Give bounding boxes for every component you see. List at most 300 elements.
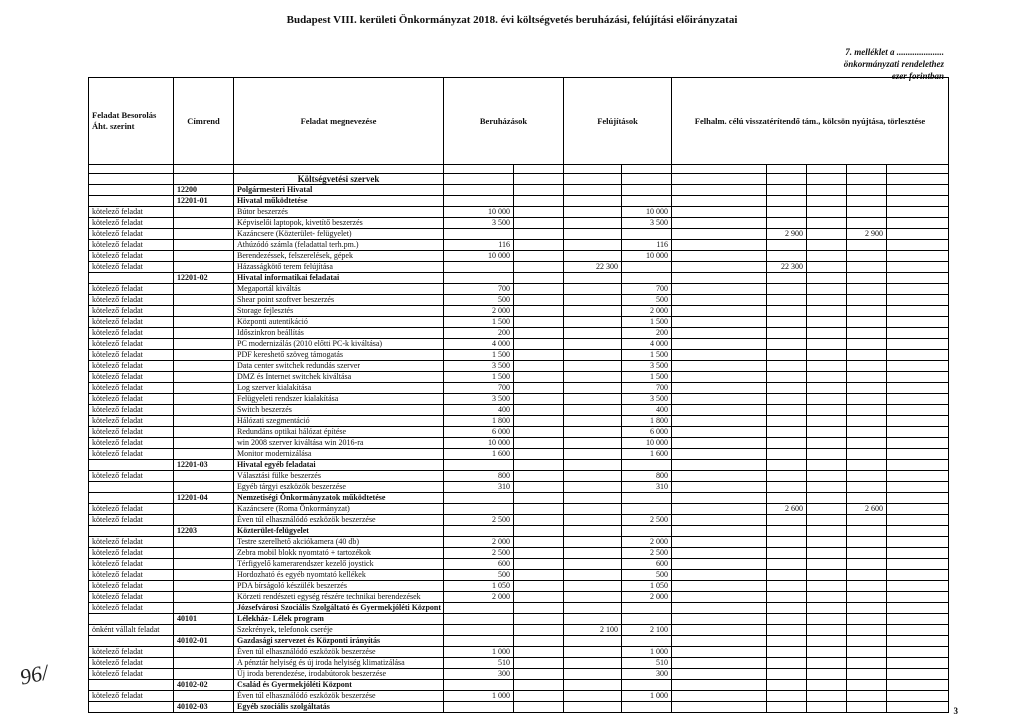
cimrend-cell	[174, 570, 234, 581]
felujitas-cell	[564, 647, 622, 658]
beruhazas-cell	[444, 636, 514, 647]
beruhazas-cell: 1 800	[444, 416, 514, 427]
table-row	[89, 570, 949, 581]
felujitas-cell	[564, 207, 622, 218]
beruhazas-cell: 500	[444, 295, 514, 306]
cimrend-cell	[174, 251, 234, 262]
table-row	[89, 526, 949, 537]
name-cell: Testre szerelhető akciókamera (40 db)	[234, 537, 444, 548]
beruhazas-cell: 600	[444, 559, 514, 570]
table-row	[89, 537, 949, 548]
cimrend-cell	[174, 372, 234, 383]
table-row	[89, 229, 949, 240]
beruhazas-cell: 3 500	[444, 394, 514, 405]
empty-cell	[672, 174, 767, 185]
felujitas-cell	[564, 328, 622, 339]
table-row	[89, 460, 949, 471]
felhalm-cell	[847, 636, 887, 647]
empty-cell	[514, 669, 564, 680]
empty-cell	[807, 350, 847, 361]
sum-cell: 4 000	[622, 339, 672, 350]
felujitas-total-cell	[767, 339, 807, 350]
category-cell: kötelező feladat	[89, 262, 174, 273]
category-cell: kötelező feladat	[89, 295, 174, 306]
table-row	[89, 306, 949, 317]
empty-cell	[887, 339, 949, 350]
sum-cell: 300	[622, 669, 672, 680]
felujitas-cell	[564, 460, 622, 471]
table-row	[89, 372, 949, 383]
table-row	[89, 394, 949, 405]
beruhazas-cell: 400	[444, 405, 514, 416]
sum-cell: 3 500	[622, 361, 672, 372]
felujitas-cell	[564, 438, 622, 449]
spacer-cell	[174, 165, 234, 174]
felujitas-cell	[564, 284, 622, 295]
felujitas-cell	[564, 570, 622, 581]
felujitas-total-cell	[767, 405, 807, 416]
empty-cell	[887, 669, 949, 680]
felhalm-cell	[847, 427, 887, 438]
beruhazas-cell	[444, 680, 514, 691]
felujitas-cell	[564, 471, 622, 482]
empty-cell	[807, 493, 847, 504]
name-cell: Központi autentikáció	[234, 317, 444, 328]
empty-cell	[887, 702, 949, 713]
cimrend-cell	[174, 559, 234, 570]
beruhazas-cell: 10 000	[444, 251, 514, 262]
name-cell: PDA bírságoló készülék beszerzés	[234, 581, 444, 592]
empty-cell	[672, 196, 767, 207]
handwritten-margin-note: 96/	[17, 659, 51, 690]
empty-cell	[672, 251, 767, 262]
felujitas-cell	[564, 416, 622, 427]
sum-cell: 10 000	[622, 207, 672, 218]
felujitas-cell	[564, 405, 622, 416]
spacer-row	[89, 165, 949, 174]
cimrend-cell	[174, 625, 234, 636]
felujitas-total-cell	[767, 328, 807, 339]
empty-cell	[514, 680, 564, 691]
felhalm-cell	[847, 592, 887, 603]
empty-cell	[672, 625, 767, 636]
felhalm-cell	[847, 559, 887, 570]
cimrend-cell	[174, 504, 234, 515]
spacer-cell	[234, 165, 444, 174]
beruhazas-cell: 1 000	[444, 647, 514, 658]
beruhazas-cell: 6 000	[444, 427, 514, 438]
cimrend-cell	[174, 515, 234, 526]
felhalm-cell	[847, 306, 887, 317]
sum-cell	[622, 680, 672, 691]
sum-cell	[622, 603, 672, 614]
empty-cell	[807, 647, 847, 658]
name-cell: Egyéb tárgyi eszközök beszerzése	[234, 482, 444, 493]
felujitas-total-cell	[767, 218, 807, 229]
cimrend-cell	[174, 427, 234, 438]
felujitas-total-cell: 2 600	[767, 504, 807, 515]
sum-cell: 700	[622, 383, 672, 394]
empty-cell	[672, 317, 767, 328]
sum-cell	[622, 614, 672, 625]
cimrend-cell	[174, 394, 234, 405]
table-row	[89, 449, 949, 460]
felhalm-cell	[847, 372, 887, 383]
felujitas-cell	[564, 306, 622, 317]
empty-cell	[514, 691, 564, 702]
felujitas-total-cell	[767, 449, 807, 460]
sum-cell	[622, 196, 672, 207]
sum-cell: 500	[622, 295, 672, 306]
category-cell: kötelező feladat	[89, 207, 174, 218]
empty-cell	[672, 515, 767, 526]
beruhazas-cell	[444, 174, 514, 185]
felujitas-total-cell	[767, 185, 807, 196]
table-row	[89, 691, 949, 702]
category-cell: kötelező feladat	[89, 592, 174, 603]
empty-cell	[887, 614, 949, 625]
felhalm-cell	[847, 295, 887, 306]
felhalm-cell	[847, 449, 887, 460]
header-felhalm: Felhalm. célú visszatérítendő tám., kölcsön nyújtása, törlesztése	[672, 78, 949, 165]
spacer-cell	[444, 165, 514, 174]
name-cell: Log szerver kialakítása	[234, 383, 444, 394]
cimrend-cell	[174, 339, 234, 350]
name-cell: Hálózati szegmentáció	[234, 416, 444, 427]
felujitas-cell	[564, 240, 622, 251]
category-cell	[89, 196, 174, 207]
name-cell: Berendezéssek, felszerelések, gépek	[234, 251, 444, 262]
cimrend-cell	[174, 174, 234, 185]
category-cell: kötelező feladat	[89, 449, 174, 460]
category-cell	[89, 636, 174, 647]
category-cell: kötelező feladat	[89, 383, 174, 394]
felhalm-cell	[847, 482, 887, 493]
empty-cell	[672, 526, 767, 537]
felujitas-cell	[564, 317, 622, 328]
felujitas-total-cell	[767, 174, 807, 185]
empty-cell	[672, 658, 767, 669]
felhalm-cell	[847, 702, 887, 713]
cimrend-cell	[174, 603, 234, 614]
empty-cell	[672, 383, 767, 394]
empty-cell	[887, 625, 949, 636]
empty-cell	[887, 493, 949, 504]
name-cell: Józsefvárosi Szociális Szolgáltató és Gyermekjóléti Központ	[234, 603, 444, 614]
name-cell: PDF kereshető szöveg támogatás	[234, 350, 444, 361]
table-row	[89, 427, 949, 438]
felhalm-cell	[847, 581, 887, 592]
beruhazas-cell: 800	[444, 471, 514, 482]
empty-cell	[672, 493, 767, 504]
felhalm-cell: 2 600	[847, 504, 887, 515]
felujitas-cell	[564, 504, 622, 515]
felujitas-total-cell	[767, 658, 807, 669]
felujitas-total-cell	[767, 306, 807, 317]
empty-cell	[807, 625, 847, 636]
empty-cell	[672, 460, 767, 471]
empty-cell	[807, 592, 847, 603]
sum-cell	[622, 526, 672, 537]
empty-cell	[807, 251, 847, 262]
beruhazas-cell: 510	[444, 658, 514, 669]
beruhazas-cell	[444, 273, 514, 284]
empty-cell	[887, 427, 949, 438]
felhalm-cell	[847, 328, 887, 339]
sum-cell: 10 000	[622, 438, 672, 449]
felujitas-total-cell	[767, 515, 807, 526]
table-row	[89, 251, 949, 262]
table-row	[89, 438, 949, 449]
empty-cell	[887, 185, 949, 196]
empty-cell	[807, 526, 847, 537]
cimrend-cell	[174, 306, 234, 317]
felujitas-cell	[564, 350, 622, 361]
felhalm-cell	[847, 196, 887, 207]
category-cell: kötelező feladat	[89, 658, 174, 669]
category-cell	[89, 460, 174, 471]
name-cell: Data center switchek redundás szerver	[234, 361, 444, 372]
category-cell	[89, 482, 174, 493]
table-row	[89, 383, 949, 394]
empty-cell	[672, 284, 767, 295]
name-cell: Kazáncsere (Roma Önkormányzat)	[234, 504, 444, 515]
felujitas-cell	[564, 548, 622, 559]
sum-cell: 2 000	[622, 537, 672, 548]
cimrend-cell	[174, 218, 234, 229]
empty-cell	[514, 636, 564, 647]
category-cell: kötelező feladat	[89, 647, 174, 658]
beruhazas-cell: 1 000	[444, 691, 514, 702]
empty-cell	[807, 702, 847, 713]
cimrend-cell: 12201-04	[174, 493, 234, 504]
felujitas-cell	[564, 174, 622, 185]
empty-cell	[887, 416, 949, 427]
category-cell: kötelező feladat	[89, 603, 174, 614]
empty-cell	[807, 636, 847, 647]
name-cell: Szekrények, telefonok cseréje	[234, 625, 444, 636]
category-cell: kötelező feladat	[89, 218, 174, 229]
empty-cell	[514, 427, 564, 438]
felujitas-total-cell	[767, 207, 807, 218]
felhalm-cell	[847, 515, 887, 526]
empty-cell	[887, 218, 949, 229]
table-row	[89, 405, 949, 416]
sum-cell: 6 000	[622, 427, 672, 438]
felujitas-cell	[564, 515, 622, 526]
empty-cell	[672, 471, 767, 482]
empty-cell	[887, 273, 949, 284]
felujitas-total-cell	[767, 482, 807, 493]
felujitas-total-cell	[767, 636, 807, 647]
beruhazas-cell: 1 500	[444, 350, 514, 361]
cimrend-cell	[174, 229, 234, 240]
felhalm-cell	[847, 284, 887, 295]
felhalm-cell	[847, 691, 887, 702]
felujitas-total-cell	[767, 372, 807, 383]
name-cell: Időszinkron beállítás	[234, 328, 444, 339]
felujitas-cell	[564, 658, 622, 669]
category-cell	[89, 526, 174, 537]
empty-cell	[672, 262, 767, 273]
empty-cell	[672, 702, 767, 713]
category-cell	[89, 493, 174, 504]
felhalm-cell	[847, 251, 887, 262]
category-cell: kötelező feladat	[89, 669, 174, 680]
empty-cell	[514, 383, 564, 394]
felujitas-cell	[564, 218, 622, 229]
empty-cell	[672, 691, 767, 702]
name-cell: Választási fülke beszerzés	[234, 471, 444, 482]
empty-cell	[514, 328, 564, 339]
beruhazas-cell	[444, 262, 514, 273]
spacer-cell	[564, 165, 622, 174]
felujitas-total-cell	[767, 460, 807, 471]
cimrend-cell	[174, 647, 234, 658]
felujitas-cell	[564, 251, 622, 262]
felujitas-cell	[564, 427, 622, 438]
sum-cell: 2 500	[622, 548, 672, 559]
empty-cell	[887, 680, 949, 691]
empty-cell	[514, 240, 564, 251]
spacer-cell	[514, 165, 564, 174]
empty-cell	[807, 185, 847, 196]
felhalm-cell	[847, 603, 887, 614]
category-cell: kötelező feladat	[89, 559, 174, 570]
empty-cell	[807, 691, 847, 702]
empty-cell	[807, 548, 847, 559]
sum-cell: 1 500	[622, 372, 672, 383]
empty-cell	[514, 262, 564, 273]
name-cell: Gazdasági szervezet és Központi irányítás	[234, 636, 444, 647]
cimrend-cell	[174, 383, 234, 394]
empty-cell	[514, 174, 564, 185]
empty-cell	[887, 504, 949, 515]
cimrend-cell	[174, 592, 234, 603]
annex-unit: ezer forintban	[891, 71, 944, 81]
sum-cell: 310	[622, 482, 672, 493]
spacer-cell	[767, 165, 807, 174]
name-cell: Lélekház- Lélek program	[234, 614, 444, 625]
felujitas-total-cell	[767, 647, 807, 658]
felujitas-total-cell	[767, 361, 807, 372]
sum-cell: 2 000	[622, 592, 672, 603]
cimrend-cell	[174, 658, 234, 669]
name-cell: Felügyeleti rendszer kialakítása	[234, 394, 444, 405]
sum-cell: 2 500	[622, 515, 672, 526]
felujitas-cell	[564, 229, 622, 240]
felujitas-cell	[564, 295, 622, 306]
beruhazas-cell: 4 000	[444, 339, 514, 350]
table-row	[89, 581, 949, 592]
empty-cell	[887, 537, 949, 548]
cimrend-cell	[174, 537, 234, 548]
felujitas-cell	[564, 196, 622, 207]
name-cell: Család és Gyermekjóléti Központ	[234, 680, 444, 691]
name-cell: Hivatal egyéb feladatai	[234, 460, 444, 471]
spacer-cell	[847, 165, 887, 174]
felhalm-cell	[847, 317, 887, 328]
empty-cell	[514, 361, 564, 372]
sum-cell: 700	[622, 284, 672, 295]
felhalm-cell	[847, 493, 887, 504]
category-cell: kötelező feladat	[89, 515, 174, 526]
empty-cell	[887, 438, 949, 449]
felujitas-total-cell	[767, 295, 807, 306]
name-cell: Képviselői laptopok, kivetítő beszerzés	[234, 218, 444, 229]
name-cell: Térfigyelő kamerarendszer kezelő joystick	[234, 559, 444, 570]
felhalm-cell	[847, 207, 887, 218]
sum-cell: 116	[622, 240, 672, 251]
cimrend-cell: 12201-03	[174, 460, 234, 471]
empty-cell	[887, 284, 949, 295]
category-cell: kötelező feladat	[89, 416, 174, 427]
empty-cell	[807, 416, 847, 427]
table-row	[89, 240, 949, 251]
empty-cell	[514, 196, 564, 207]
sum-cell	[622, 262, 672, 273]
empty-cell	[807, 603, 847, 614]
sum-cell: 3 500	[622, 394, 672, 405]
empty-cell	[672, 537, 767, 548]
felhalm-cell: 2 900	[847, 229, 887, 240]
sum-cell	[622, 702, 672, 713]
felhalm-cell	[847, 471, 887, 482]
empty-cell	[514, 251, 564, 262]
document-title: Budapest VIII. kerületi Önkormányzat 2018. évi költségvetés beruházási, felújítási előirányzatai	[286, 14, 738, 26]
name-cell: Hordozható és egyéb nyomtató kellékek	[234, 570, 444, 581]
sum-cell	[622, 504, 672, 515]
felujitas-cell	[564, 372, 622, 383]
felujitas-total-cell	[767, 416, 807, 427]
category-cell: kötelező feladat	[89, 691, 174, 702]
felujitas-total-cell	[767, 240, 807, 251]
empty-cell	[807, 207, 847, 218]
felhalm-cell	[847, 614, 887, 625]
felhalm-cell	[847, 240, 887, 251]
felujitas-cell	[564, 636, 622, 647]
cimrend-cell	[174, 350, 234, 361]
sum-cell	[622, 185, 672, 196]
category-cell	[89, 185, 174, 196]
empty-cell	[887, 592, 949, 603]
empty-cell	[672, 273, 767, 284]
sum-cell: 200	[622, 328, 672, 339]
empty-cell	[887, 405, 949, 416]
empty-cell	[514, 350, 564, 361]
beruhazas-cell	[444, 603, 514, 614]
beruhazas-cell: 700	[444, 383, 514, 394]
empty-cell	[807, 438, 847, 449]
category-cell	[89, 174, 174, 185]
empty-cell	[887, 372, 949, 383]
cimrend-cell	[174, 284, 234, 295]
felujitas-total-cell	[767, 317, 807, 328]
empty-cell	[514, 339, 564, 350]
empty-cell	[514, 306, 564, 317]
empty-cell	[672, 647, 767, 658]
felujitas-cell	[564, 493, 622, 504]
empty-cell	[514, 416, 564, 427]
empty-cell	[672, 614, 767, 625]
empty-cell	[887, 691, 949, 702]
cimrend-cell: 12201-01	[174, 196, 234, 207]
name-cell: Hivatal működtetése	[234, 196, 444, 207]
felhalm-cell	[847, 339, 887, 350]
empty-cell	[887, 317, 949, 328]
empty-cell	[672, 240, 767, 251]
empty-cell	[887, 229, 949, 240]
